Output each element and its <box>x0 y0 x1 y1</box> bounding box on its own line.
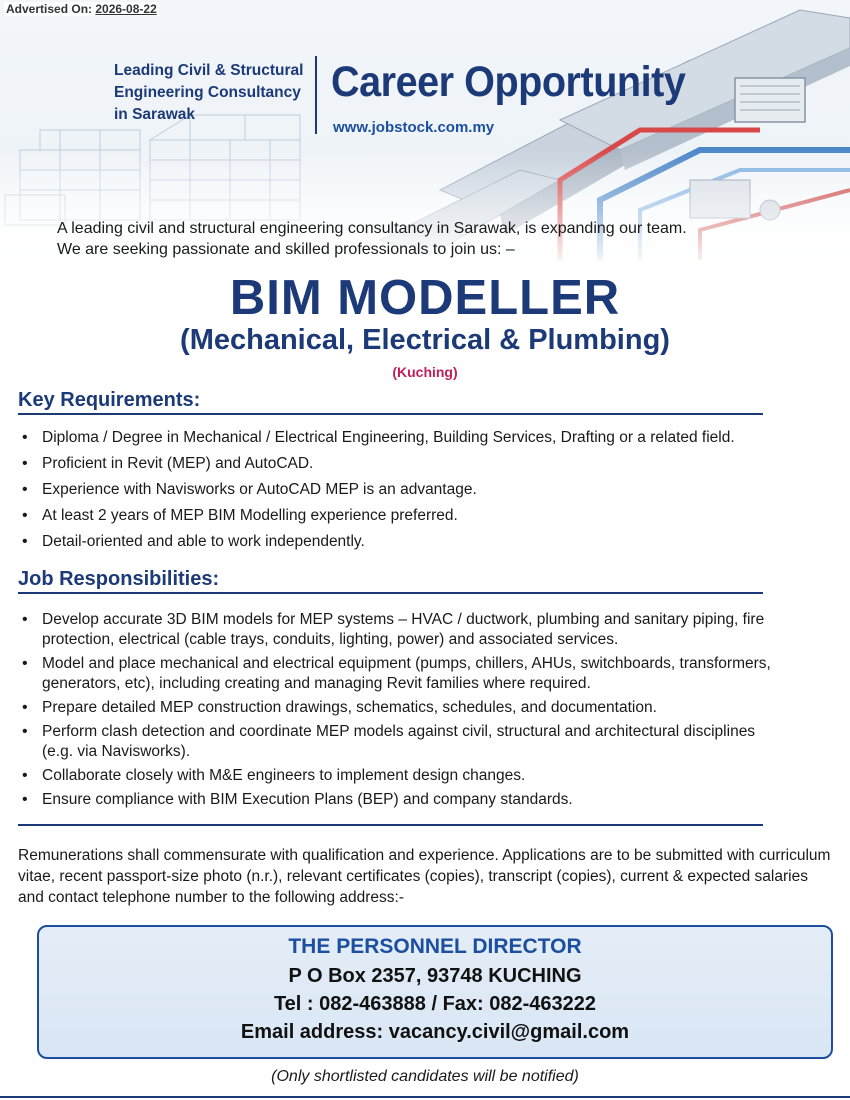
bottom-divider <box>0 1096 850 1098</box>
section-divider <box>18 592 763 594</box>
contact-box <box>37 925 833 1059</box>
job-location: (Kuching) <box>392 364 458 380</box>
remuneration-text: Remunerations shall commensurate with qualification and experience. Applications are to be submitted with curriculum vitae, recent passport-size photo (n.r.), relevant certificates (copies), transcript (copies), current & expected salaries and contact telephone number to the following address:- <box>18 847 831 906</box>
contact-phones: Tel : 082-463888 / Fax: 082-463222 <box>273 993 597 1015</box>
contact-email[interactable]: Email address: vacancy.civil@gmail.com <box>240 1021 630 1043</box>
responsibilities-heading: Job Responsibilities: <box>18 568 220 590</box>
header-divider <box>315 56 317 134</box>
list-item: • At least 2 years of MEP BIM Modelling experience preferred. <box>22 506 812 526</box>
list-item: • Detail-oriented and able to work independently. <box>22 532 812 552</box>
advertised-label: Advertised On: <box>6 2 96 16</box>
list-item: • Model and place mechanical and electrical equipment (pumps, chillers, AHUs, switchboards, transformers, generators, etc), including creating and managing Revit families where required. <box>22 654 782 694</box>
intro-line: A leading civil and structural engineering consultancy in Sarawak, is expanding our team. <box>57 220 687 237</box>
list-item: • Collaborate closely with M&E engineers to implement design changes. <box>22 766 782 786</box>
list-item: • Ensure compliance with BIM Execution Plans (BEP) and company standards. <box>22 790 782 810</box>
job-title: BIM MODELLER <box>229 271 621 325</box>
company-tagline <box>114 60 314 126</box>
list-item: • Proficient in Revit (MEP) and AutoCAD. <box>22 454 812 474</box>
list-item: • Prepare detailed MEP construction drawings, schematics, schedules, and documentation. <box>22 698 782 718</box>
page-title: Career Opportunity <box>331 58 686 106</box>
tagline-line: in Sarawak <box>114 106 195 123</box>
list-item: • Develop accurate 3D BIM models for MEP systems – HVAC / ductwork, plumbing and sanitary piping, fire protection, electrical (cable trays, conduits, lighting, power) and associated services. <box>22 610 782 650</box>
advertised-on <box>4 2 159 16</box>
tagline-line: Leading Civil & Structural <box>114 62 304 79</box>
list-item: • Diploma / Degree in Mechanical / Electrical Engineering, Building Services, Drafting or a related field. <box>22 428 812 448</box>
intro-text <box>57 218 817 260</box>
contact-name: THE PERSONNEL DIRECTOR <box>288 935 582 958</box>
section-divider <box>18 413 763 415</box>
website-link[interactable]: www.jobstock.com.my <box>333 119 495 136</box>
job-subtitle: (Mechanical, Electrical & Plumbing) <box>180 324 670 356</box>
requirements-heading: Key Requirements: <box>18 389 201 411</box>
list-item: • Perform clash detection and coordinate MEP models against civil, structural and architectural disciplines (e.g. via Navisworks). <box>22 722 782 762</box>
tagline-line: Engineering Consultancy <box>114 84 301 101</box>
contact-address: P O Box 2357, 93748 KUCHING <box>288 965 582 987</box>
responsibilities-list <box>22 610 782 814</box>
intro-line: We are seeking passionate and skilled professionals to join us: – <box>57 241 515 258</box>
list-item: • Experience with Navisworks or AutoCAD MEP is an advantage. <box>22 480 812 500</box>
advertised-date: 2026-08-22 <box>95 2 157 16</box>
footnote: (Only shortlisted candidates will be notified) <box>271 1068 579 1085</box>
requirements-list <box>22 428 812 558</box>
section-divider <box>18 824 763 826</box>
